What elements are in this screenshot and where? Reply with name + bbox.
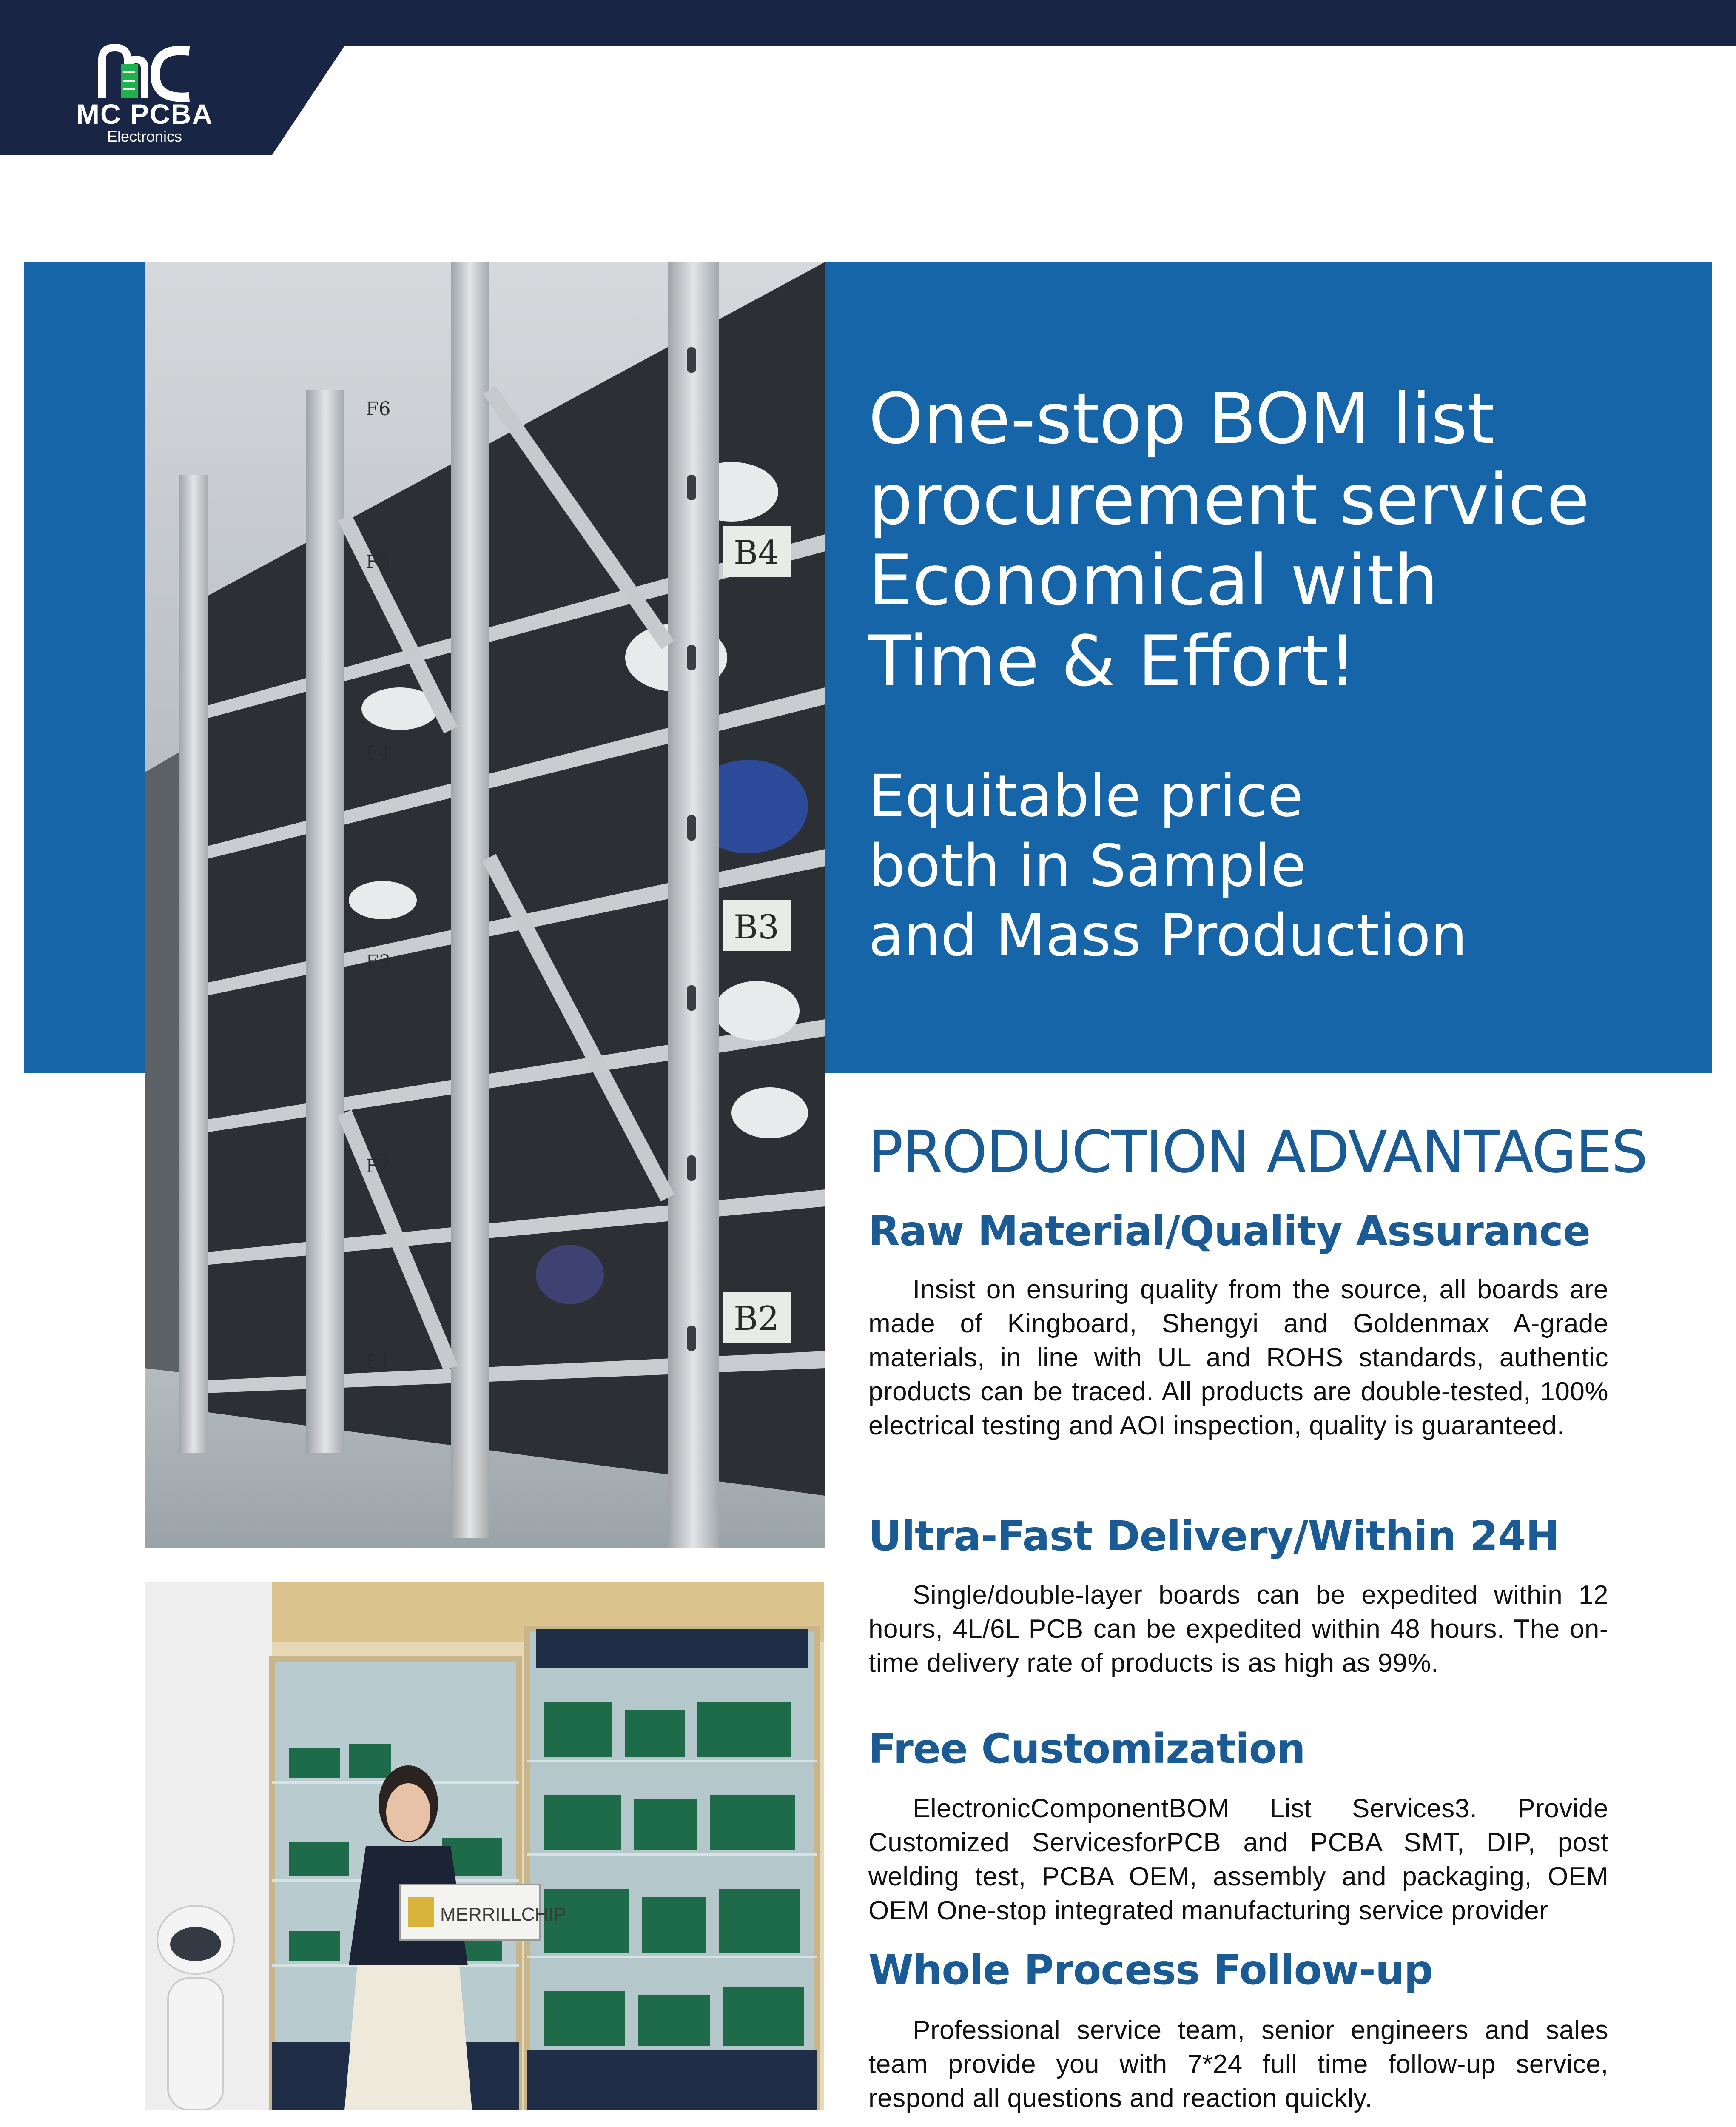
warehouse-shelves-photo: [145, 262, 825, 1548]
shelf-label: B2: [734, 1300, 779, 1338]
advantages-heading: PRODUCTION ADVANTAGES: [868, 1119, 1648, 1186]
shelf-label: F5: [366, 551, 391, 573]
logo-subtext: Electronics: [107, 128, 182, 145]
hero-subtitle: [868, 761, 1676, 971]
advantage-body: Insist on ensuring quality from the source, all boards are made of Kingboard, Shengyi and Goldenmax A-grade materials, in line with UL and ROHS standards, authentic products can be traced. All products are double-tested, 100% electrical testing and AOI inspection, quality is guaranteed.: [868, 1275, 1608, 1440]
shelf-label: F4: [366, 743, 391, 764]
hero-title-line: Economical with: [868, 540, 1439, 621]
advantage-title: Whole Process Follow-up: [868, 1946, 1433, 1994]
advantage-title: Free Customization: [868, 1725, 1305, 1773]
hero-title: [868, 379, 1676, 702]
logo-wordmark: MC PCBA: [76, 98, 213, 130]
shelf-label: B3: [734, 908, 779, 947]
showroom-display-photo: [145, 1582, 824, 2110]
mc-pcba-logo-icon: [94, 43, 196, 102]
hero-title-line: procurement service: [868, 459, 1590, 540]
hero-subtitle-line: both in Sample: [868, 833, 1306, 900]
advantage-body: ElectronicComponentBOM List Services3. Provide Customized ServicesforPCB and PCBA SMT, DIP, post welding test, PCBA OEM, assembly and packaging, OEM OEM One-stop integrated manufacturing service provider: [868, 1794, 1608, 1925]
advantage-body: Professional service team, senior engineers and sales team provide you with 7*24 full time follow-up service, respond all questions and reaction quickly.: [868, 2016, 1608, 2113]
shelf-label: B4: [734, 534, 779, 572]
hero-title-line: Time & Effort!: [868, 621, 1357, 702]
shelf-label: F1: [366, 1351, 391, 1373]
advantage-title: Raw Material/Quality Assurance: [868, 1207, 1590, 1255]
showroom-sign: MERRILLCHIP: [440, 1904, 566, 1925]
hero-subtitle-line: and Mass Production: [868, 902, 1468, 969]
shelf-label: F6: [366, 398, 391, 420]
shelf-label: F2: [366, 1155, 391, 1177]
shelf-label: F3: [366, 951, 391, 973]
advantage-body: Single/double-layer boards can be expedited within 12 hours, 4L/6L PCB can be expedited within 48 hours. The on-time delivery rate of products is as high as 99%.: [868, 1580, 1608, 1678]
advantage-title: Ultra-Fast Delivery/Within 24H: [868, 1512, 1560, 1560]
hero-subtitle-line: Equitable price: [868, 763, 1303, 830]
hero-title-line: One-stop BOM list: [868, 378, 1495, 459]
